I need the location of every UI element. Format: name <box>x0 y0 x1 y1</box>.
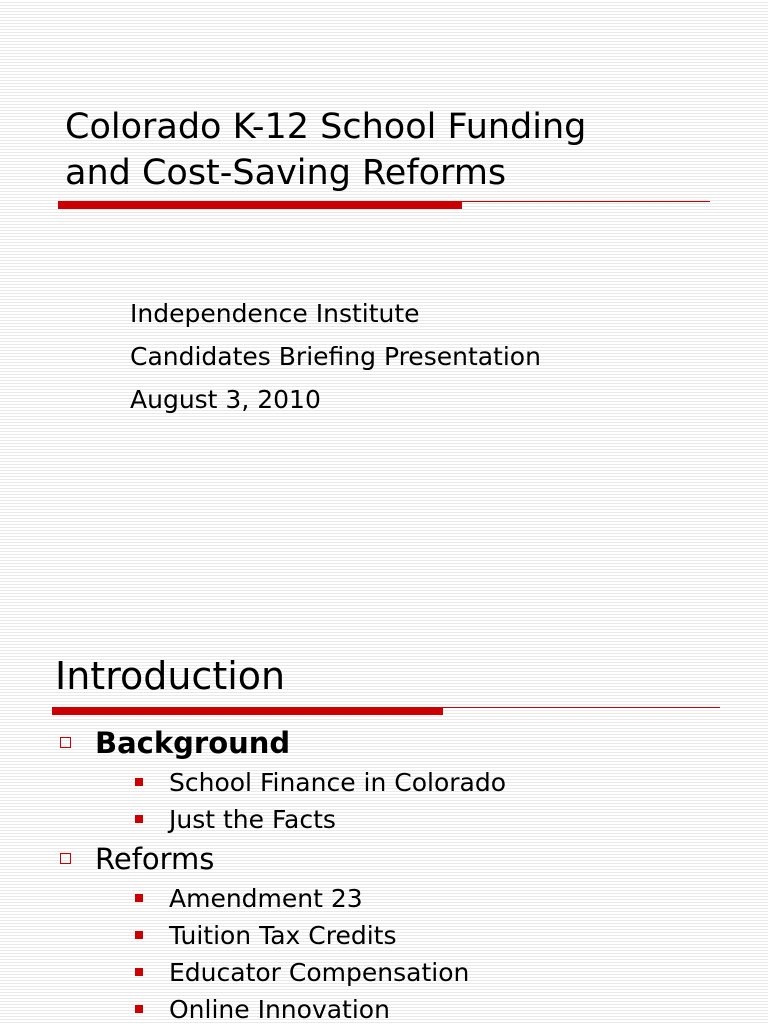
filled-square-bullet-icon <box>135 778 143 786</box>
hollow-square-bullet-icon <box>60 737 71 748</box>
sub-bullet-item <box>95 764 506 801</box>
bullet-label: Reforms <box>95 842 215 876</box>
title-underline-thick <box>58 201 462 209</box>
sub-bullet-list <box>95 880 506 1024</box>
sub-bullet-label: Educator Compensation <box>169 958 470 987</box>
sub-bullet-item <box>95 801 506 838</box>
sub-bullet-label: Amendment 23 <box>169 884 363 913</box>
sub-bullet-label: Online Innovation <box>169 995 390 1024</box>
hollow-square-bullet-icon <box>60 853 71 864</box>
sub-bullet-item <box>95 954 506 991</box>
introduction-slide <box>0 640 768 1024</box>
filled-square-bullet-icon <box>135 968 143 976</box>
sub-bullet-item <box>95 917 506 954</box>
subtitle-block <box>130 292 541 421</box>
bullet-background <box>58 722 506 838</box>
title-underline-thick <box>52 707 443 715</box>
filled-square-bullet-icon <box>135 931 143 939</box>
slide-title <box>65 104 586 196</box>
filled-square-bullet-icon <box>135 1005 143 1013</box>
title-line-1: Colorado K-12 School Funding <box>65 107 587 147</box>
filled-square-bullet-icon <box>135 894 143 902</box>
title-line-2: and Cost-Saving Reforms <box>65 153 507 193</box>
slide-title: Introduction <box>55 654 286 698</box>
bullet-reforms <box>58 838 506 1024</box>
sub-bullet-label: Tuition Tax Credits <box>169 921 397 950</box>
sub-bullet-list <box>95 764 506 838</box>
subtitle-organization: Independence Institute <box>130 299 420 328</box>
bullet-label: Background <box>95 726 291 760</box>
subtitle-event: Candidates Briefing Presentation <box>130 342 541 371</box>
sub-bullet-item <box>95 880 506 917</box>
bullet-list <box>58 722 506 1024</box>
subtitle-date: August 3, 2010 <box>130 385 321 414</box>
sub-bullet-item <box>95 991 506 1024</box>
sub-bullet-label: School Finance in Colorado <box>169 768 507 797</box>
sub-bullet-label: Just the Facts <box>169 805 336 834</box>
filled-square-bullet-icon <box>135 815 143 823</box>
